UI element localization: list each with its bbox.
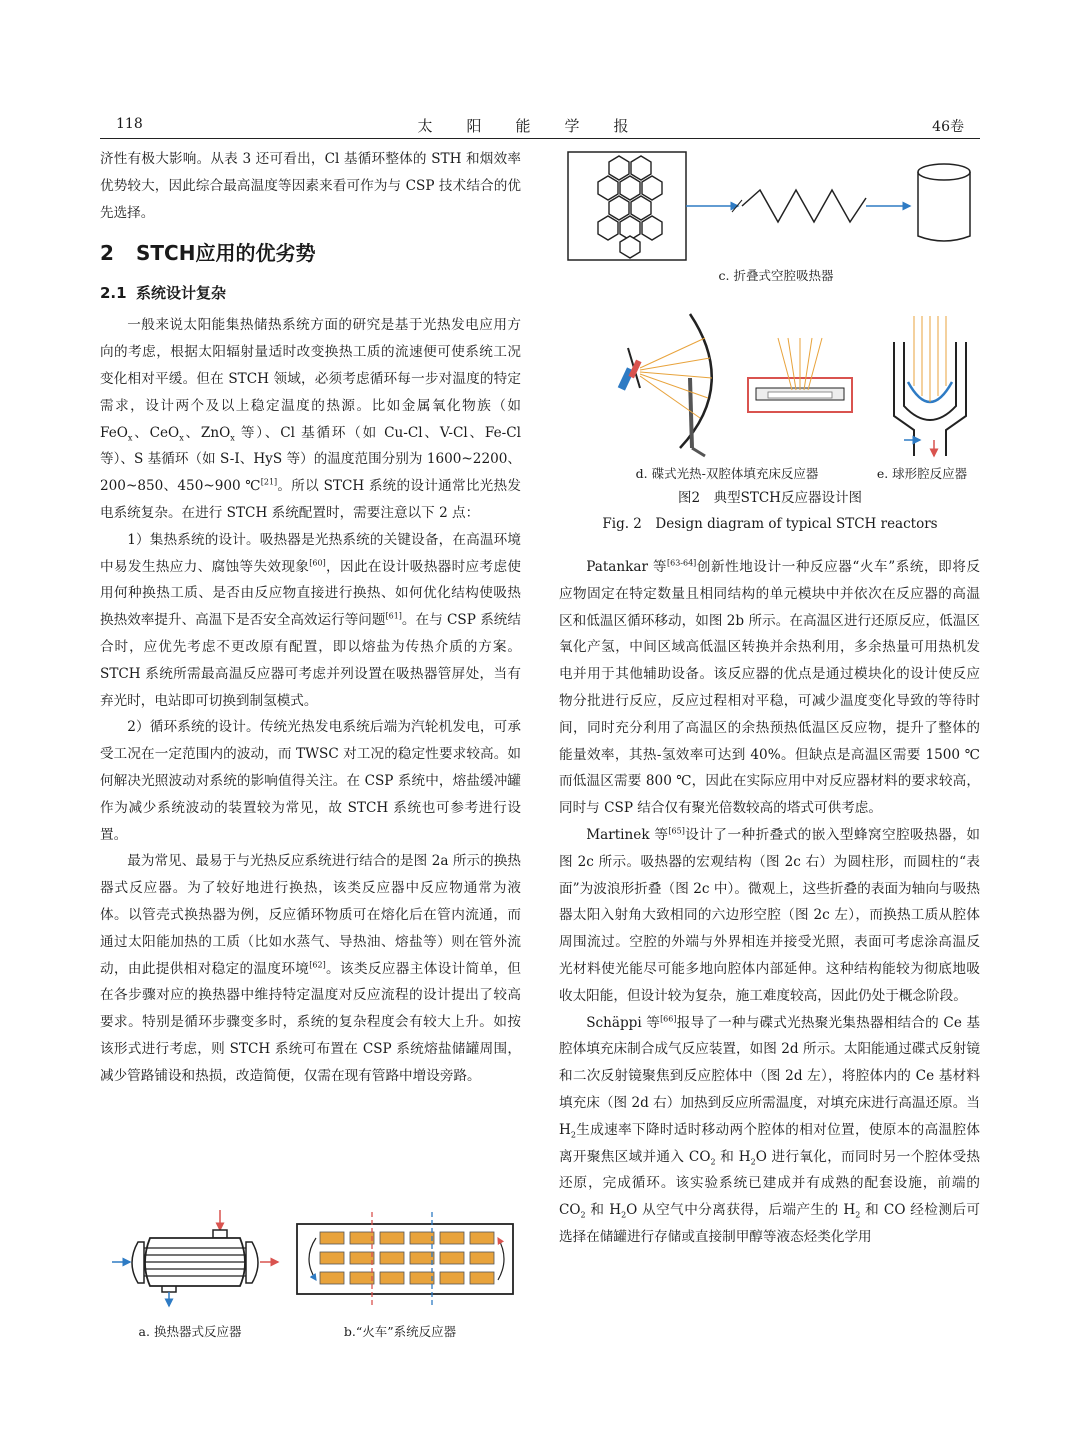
text-run: 、CeO: [132, 424, 180, 441]
caption-fig-2b: b.“火车”系统反应器: [343, 1324, 457, 1339]
text-run: ，因此在设计吸热器时应考虑使用何种换热工质、是否由反应物直接进行换热、如何优化结构使吸热换热效率提升、高温下是否安全高效运行等问题: [100, 558, 522, 629]
figure-2b-train-reactor: [294, 1212, 516, 1312]
figure-2c-folded-cavity-receiver: [566, 148, 972, 264]
citation: [60]: [309, 558, 326, 568]
citation: [66]: [660, 1014, 677, 1024]
citation: [63-64]: [667, 558, 697, 568]
subsection-title: 系统设计复杂: [136, 284, 227, 303]
subscript: 2: [710, 1157, 716, 1167]
subscript: x: [179, 433, 184, 443]
text-run: 和 H: [585, 1202, 622, 1219]
text-run: Martinek 等: [586, 826, 669, 843]
figure-2a-heat-exchanger: [110, 1208, 280, 1308]
text-run: 1）集热系统的设计。吸热器是光热系统的关键设备，在高温环境中易发生热应力、腐蚀等失效现象: [100, 531, 521, 575]
text-run: 、ZnO: [183, 424, 231, 441]
text-run: 一般来说太阳能集热储热系统方面的研究是基于光热发电应用方向的考虑，根据太阳辐射量适时改变换热工质的流速便可使系统工况变化相对平缓。但在 STCH 领域，必须考虑循环每一步对温度的特定需求，设计两个及以上稳定温度的热源。比如金属氧化物族（如 FeO: [100, 317, 521, 441]
figure-title-en: Fig. 2 Design diagram of typical STCH reactors: [602, 516, 938, 532]
text-run: 。该类反应器主体设计简单，但在各步骤对应的换热器中维持特定温度对反应流程的设计提出了较高要求。特别是循环步骤变多时，系统的复杂程度会有较大上升。如按该形式进行考虑，则 STCH 系统可布置在 CSP 系统熔盐储罐周围，减少管路铺设和热损，改造简便，仅需在现有管路中增设旁路。: [100, 960, 522, 1084]
text-run: 报导了一种与碟式光热聚光集热器相结合的 Ce 基腔体填充床制合成气反应装置，如图 2d 所示。太阳能通过碟式反射镜和二次反射镜聚焦到反应腔体中（图 2d 左），将腔体内的 Ce 基材料填充床（图 2d 右）加热到反应所需温度，对填充床进行高温还原。当 H: [559, 1014, 981, 1138]
subscript: 2: [855, 1210, 861, 1220]
subscript: x: [230, 433, 235, 443]
figure-2d-dish-dual-cavity: [570, 308, 860, 458]
caption-fig-2d: d. 碟式光热-双腔体填充床反应器: [635, 466, 819, 481]
paragraph: [100, 312, 521, 526]
subscript: 2: [570, 1130, 576, 1140]
caption-fig-2e: e. 球形腔反应器: [876, 466, 968, 481]
text-run: Schäppi 等: [586, 1014, 661, 1031]
text-run: O 进行氧化，而同时另一个腔体受热还原，完成循环。该实验系统已建成并有成熟的配套设施，前端的 CO: [559, 1148, 980, 1219]
paragraph: [559, 822, 980, 1010]
subscript: x: [127, 433, 133, 443]
text-run: O 从空气中分离获得，后端产生的 H: [626, 1202, 856, 1219]
volume-label: 46卷: [932, 119, 964, 135]
page-number: 118: [116, 116, 143, 132]
paragraph: 2）循环系统的设计。传统光热发电系统后端为汽轮机发电，可承受工况在一定范围内的波动，而 TWSC 对工况的稳定性要求较高。如何解决光照波动对系统的影响值得关注。在 CSP 系统中，熔盐缓冲罐作为减少系统波动的装置较为常见，故 STCH 系统也可参考进行设置。: [100, 719, 521, 843]
text-run: 和 H: [715, 1148, 751, 1165]
text-run: 。在与 CSP 系统结合时，应优先考虑不更改原有配置，即以熔盐为传热介质的方案。STCH 系统所需最高温反应器可考虑并列设置在吸热器管屏处，当有弃光时，电站即可切换到制氢模式。: [100, 612, 521, 709]
citation: [21]: [260, 477, 278, 487]
citation: [62]: [309, 959, 326, 969]
paragraph: [559, 1010, 980, 1251]
figure-2e-spherical-cavity: [890, 316, 970, 458]
section-heading: [100, 236, 521, 270]
paragraph: [100, 527, 521, 715]
text-run: 设计了一种折叠式的嵌入型蜂窝空腔吸热器，如图 2c 所示。吸热器的宏观结构（图 2c 右）为圆柱形，而圆柱的“表面”为波浪形折叠（图 2c 中）。微观上，这些折叠的表面为轴向与吸热器太阳入射角大致相同的六边形空腔（图 2c 左），而换热工质从腔体周围流过。空腔的外端与外界相连并接受光照，表面可考虑涂高温反光材料使光能尽可能多地向腔体内部延伸。这种结构能较为彻底地吸收太阳能，但设计较为复杂，施工难度较高，因此仍处于概念阶段。: [559, 826, 980, 1004]
text-run: 创新性地设计一种反应器“火车”系统，即将反应物固定在特定数量且相同结构的单元模块中并依次在反应器的高温区和低温区循环移动，如图 2b 所示。在高温区进行还原反应，低温区氧化产氢，中间区域高低温区转换并余热利用，多余热量可用热机发电并用于其他辅助设备。该反应器的优点是通过模块化的设计使反应物分批进行反应，反应过程相对平稳，可减少温度变化导致的等待时间，同时充分利用了高温区的余热预热低温区反应物，提升了整体的能量效率，其热-氢效率可达到 40%。但缺点是高温区需要 1500 ℃而低温区需要 800 ℃，因此在实际应用中对反应器材料的要求较高，同时与 CSP 结合仅有聚光倍数较高的塔式可供考虑。: [559, 559, 980, 817]
text-run: 。所以 STCH 系统的设计通常比光热发电系统复杂。在进行 STCH 系统配置时，需要注意以下 2 点：: [100, 478, 521, 521]
text-run: 最为常见、最易于与光热反应系统进行结合的是图 2a 所示的换热器式反应器。为了较好地进行换热，该类反应器中反应物通常为液体。以管壳式换热器为例，反应循环物质可在熔化后在管内流通，而通过太阳能加热的工质（比如水蒸气、导热油、熔盐等）则在管外流动，由此提供相对稳定的温度环境: [100, 853, 521, 977]
citation: [65]: [668, 826, 685, 836]
caption-fig-2a: a. 换热器式反应器: [138, 1324, 242, 1339]
text-run: 和 CO 经检测后可选择在储罐进行存储或直接制甲醇等液态烃类化学用: [559, 1202, 980, 1245]
paragraph: 济性有极大影响。从表 3 还可看出，Cl 基循环整体的 STH 和烟效率优势较大，因此综合最高温度等因素来看可作为与 CSP 技术结合的优先选择。: [100, 151, 521, 221]
citation: [61]: [385, 611, 402, 621]
right-column: [559, 554, 980, 1251]
figure-title-cn: 图2 典型STCH反应器设计图: [678, 490, 862, 506]
subscript: 2: [621, 1210, 627, 1220]
subscript: 2: [750, 1157, 756, 1167]
subsection-number: 2.1: [100, 284, 127, 303]
subsection-heading: [100, 278, 521, 308]
caption-fig-2c: c. 折叠式空腔吸热器: [718, 268, 834, 283]
journal-title: 太阳能学报: [417, 117, 663, 135]
subscript: 2: [580, 1210, 586, 1220]
section-number: 2: [100, 241, 114, 266]
section-title: STCH应用的优劣势: [136, 241, 316, 266]
paragraph: [100, 848, 521, 1089]
left-column: [100, 146, 521, 1090]
running-header: [100, 114, 980, 139]
text-run: 生成速率下降时适时移动两个腔体的相对位置，使原本的高温腔体离开聚焦区域并通入 CO: [559, 1121, 980, 1165]
text-run: Patankar 等: [586, 559, 667, 575]
text-run: 等）、Cl 基循环（如 Cu-Cl、V-Cl、Fe-Cl 等）、S 基循环（如 S-I、HyS 等）的温度范围分别为 1600~2200、200~850、450~900 ℃: [100, 424, 521, 495]
paragraph: [559, 554, 980, 822]
